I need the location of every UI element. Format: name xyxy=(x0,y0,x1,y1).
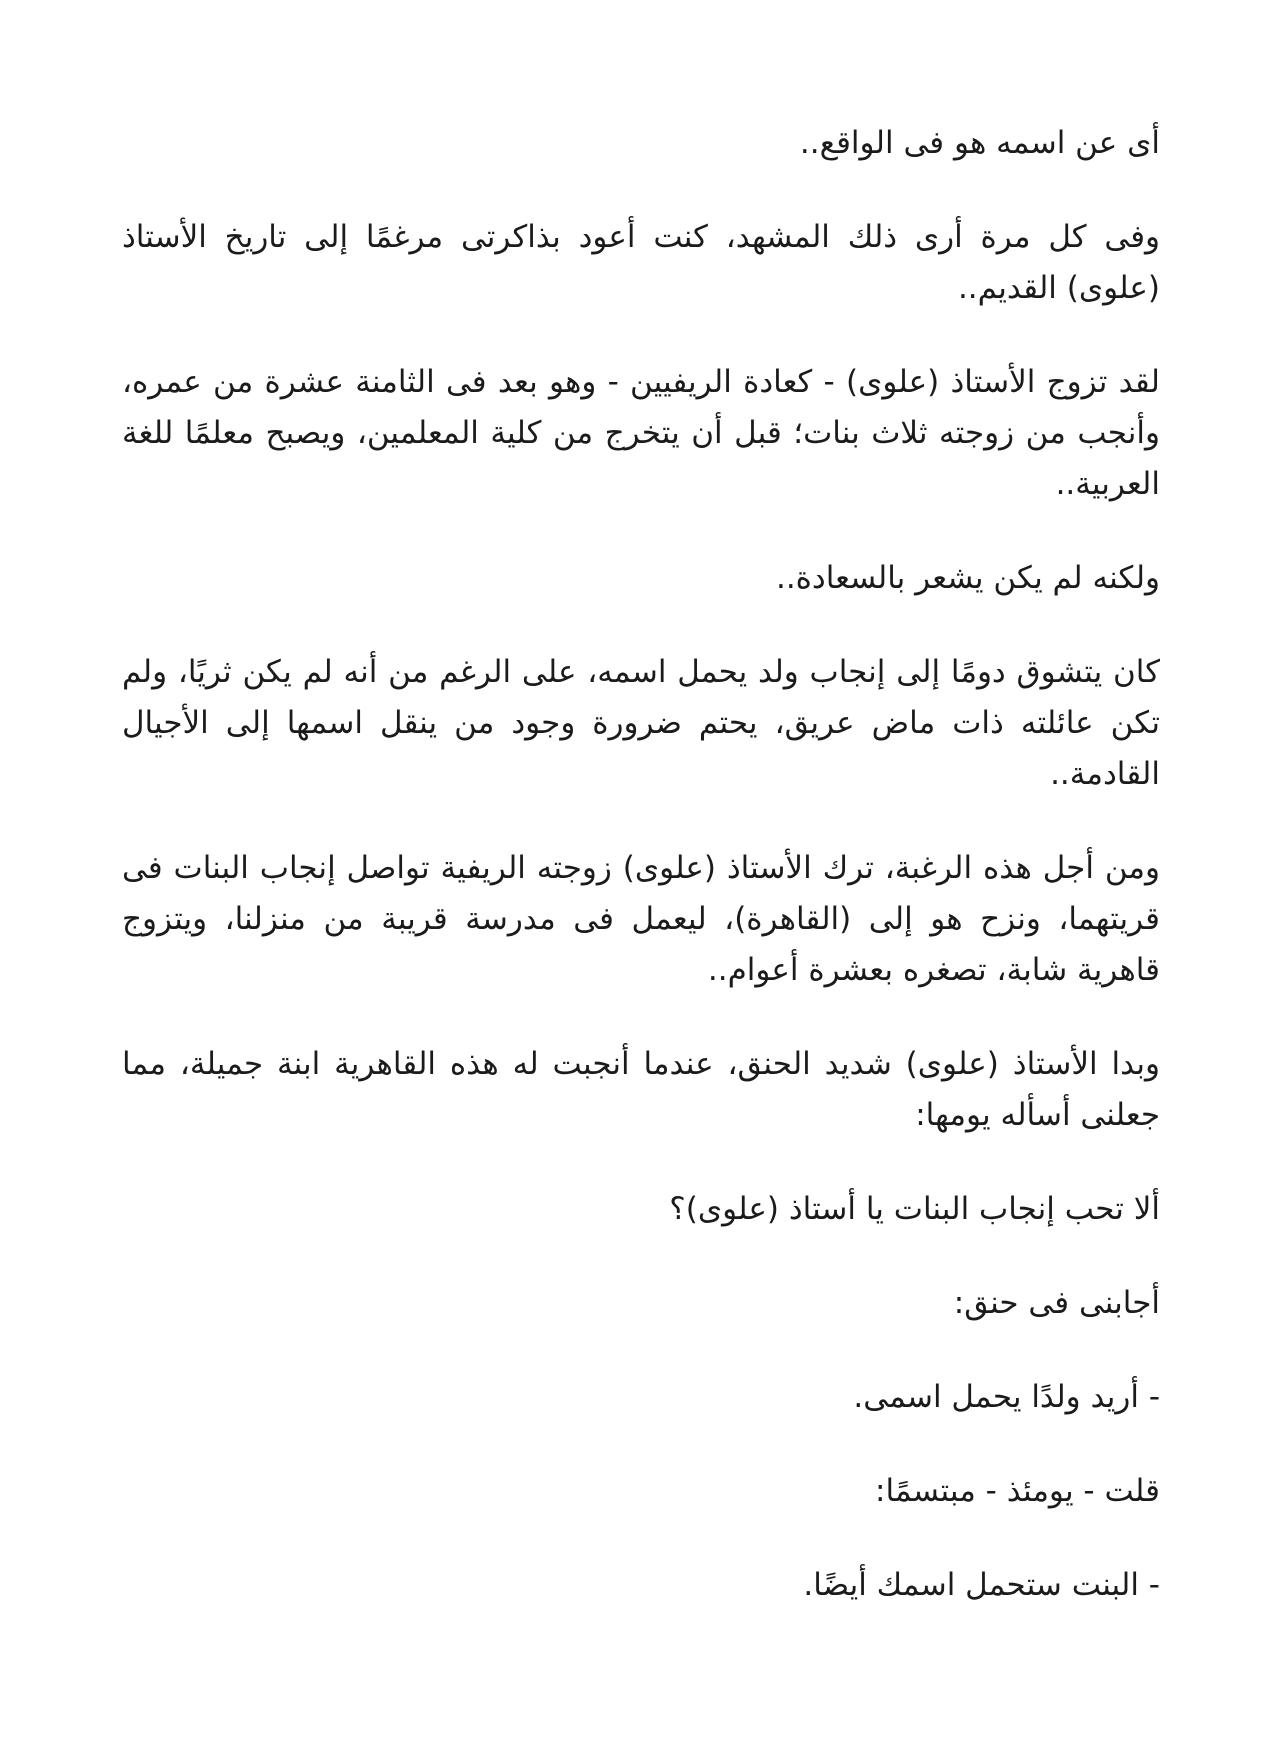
paragraph: وفى كل مرة أرى ذلك المشهد، كنت أعود بذاكرتى مرغمًا إلى تاريخ الأستاذ (علوى) القديم.. xyxy=(122,219,1160,306)
paragraph: كان يتشوق دومًا إلى إنجاب ولد يحمل اسمه، على الرغم من أنه لم يكن ثريًا، ولم تكن عائلته ذات ماض عريق، يحتم ضرورة وجود من ينقل اسمها إلى الأجيال القادمة.. xyxy=(122,654,1160,792)
page-text xyxy=(122,118,1160,1654)
dialogue-line: قلت - يومئذ - مبتسمًا: xyxy=(875,1473,1160,1509)
paragraph: ومن أجل هذه الرغبة، ترك الأستاذ (علوى) زوجته الريفية تواصل إنجاب البنات فى قريتهما، ونزح هو إلى (القاهرة)، ليعمل فى مدرسة قريبة من منزلنا، ويتزوج قاهرية شابة، تصغره بعشرة أعوام.. xyxy=(122,850,1160,988)
dialogue-line: أجابنى فى حنق: xyxy=(953,1285,1160,1321)
paragraph: وبدا الأستاذ (علوى) شديد الحنق، عندما أنجبت له هذه القاهرية ابنة جميلة، مما جعلنى أسأله يومها: xyxy=(122,1046,1160,1133)
dialogue-line: ألا تحب إنجاب البنات يا أستاذ (علوى)؟ xyxy=(669,1191,1160,1227)
paragraph: أى عن اسمه هو فى الواقع.. xyxy=(799,125,1160,161)
paragraph: ولكنه لم يكن يشعر بالسعادة.. xyxy=(775,560,1160,596)
dialogue-line: - البنت ستحمل اسمك أيضًا. xyxy=(803,1567,1160,1603)
dialogue-line: - أريد ولدًا يحمل اسمى. xyxy=(853,1379,1160,1415)
paragraph: لقد تزوج الأستاذ (علوى) - كعادة الريفيين - وهو بعد فى الثامنة عشرة من عمره، وأنجب من زوجته ثلاث بنات؛ قبل أن يتخرج من كلية المعلمين، ويصبح معلمًا للغة العربية.. xyxy=(122,364,1160,502)
